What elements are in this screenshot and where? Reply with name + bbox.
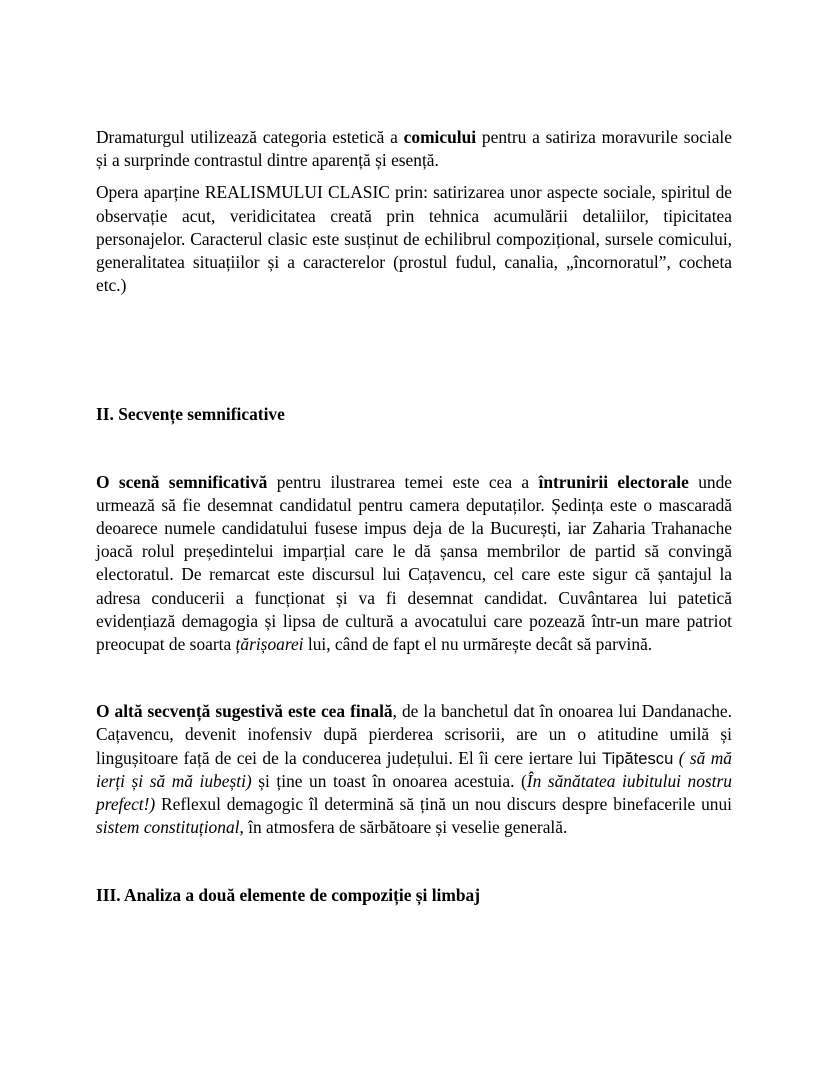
paragraph-scena-semnificativa [96,471,732,657]
bold-term: O scenă semnificativă [96,471,268,492]
italic-term: sistem constituțional [96,817,240,838]
paragraph-text: , în atmosfera de sărbătoare și veselie generală. [239,817,568,838]
paragraph-realism: Opera aparține REALISMULUI CLASIC prin: satirizarea unor aspecte sociale, spiritul de observație acut, veridicitatea creată prin tehnica acumulării detaliilor, tipicitatea personajelor. Caracterul clasic este susținut de echilibrul compozițional, sursele comicului, generalitatea situațiilor și a caracterelor (prostul fudul, canalia, „încornoratul”, cocheta etc.) [96,182,732,296]
section-heading-analiza: III. Analiza a două elemente de compoziție și limbaj [96,885,481,906]
paragraph-text: pentru ilustrarea temei este cea a [267,471,539,492]
italic-term: țărișoarei [235,634,304,655]
document-body [96,126,732,908]
section-heading-secvente: II. Secvențe semnificative [96,404,285,425]
italic-quote: În sănătatea iubitului nostru prefect!) [96,770,732,815]
paragraph-text: unde urmează să fie desemnat candidatul pentru camera deputaților. Ședința este o mascaradă deoarece numele candidatului fusese impus deja de la București, iar Zaharia Trahanache joacă rolul președintelui imparțial care le dă șansa membrilor de partid să convingă electoratul. De remarcat este discursul lui Cațavencu, cel care este sigur că șantajul la adresa conducerii a funcționat și va fi desemnat candidat. Cuvântarea lui patetică evidențiază demagogia și lipsa de cultură a avocatului care pozează într-un mare patriot preocupat de soarta [96,471,733,655]
paragraph-text: , de la banchetul dat în onoarea lui Dandanache. Cațavencu, devenit inofensiv după pierderea scrisorii, are un o atitudine umilă și lingușitoare față de cei de la conducerea județului. El îi cere iertare lui [96,701,732,768]
paragraph-text: Dramaturgul utilizează categoria estetică a [96,127,404,147]
bold-term: comicului [403,127,477,147]
paragraph-text: lui, când de fapt el nu urmărește decât să parvină. [303,634,653,655]
paragraph-text: pentru a satiriza moravurile sociale și a surprinde contrastul dintre aparență și esență. [96,127,732,171]
paragraph-text: și ține un toast în onoarea acestuia. ( [251,770,527,791]
bold-term: O altă secvență sugestivă este cea finală [96,701,393,722]
paragraph-text: Reflexul demagogic îl determină să țină un nou discurs despre binefacerile unui [155,794,732,815]
italic-quote: ( să mă ierți și să mă iubești) [96,747,732,791]
paragraph-comic [96,126,732,172]
paragraph-secventa-finala [96,700,732,839]
bold-term: întrunirii electorale [538,471,689,492]
paragraph-text-sans: Tipătescu [602,748,674,768]
